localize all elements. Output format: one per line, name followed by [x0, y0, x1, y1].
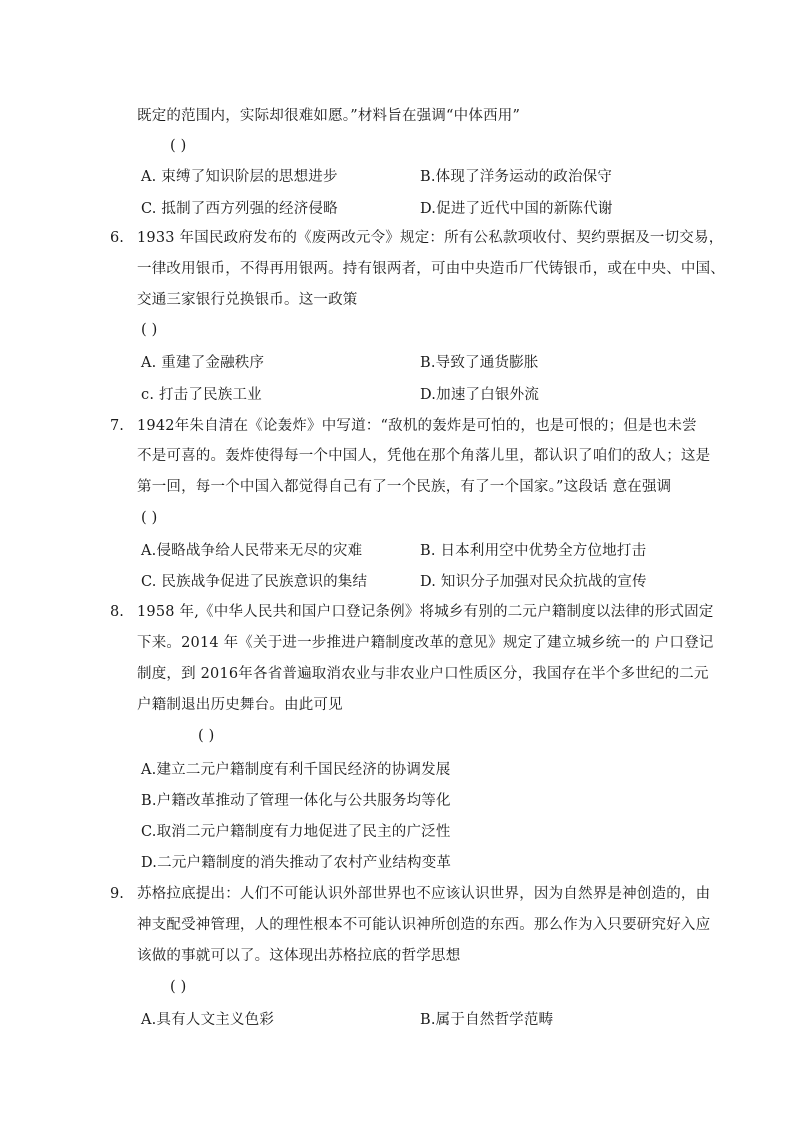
q8-option-d: D.二元户籍制度的消失推动了农村产业结构变革: [141, 855, 452, 871]
q5-option-a: A. 束缚了知识阶层的思想进步: [141, 169, 338, 185]
q6-option-c: c. 打击了民族工业: [141, 387, 262, 403]
q8-option-b: B.户籍改革推动了管理一体化与公共服务均等化: [141, 793, 451, 809]
q6-stem-line-1: 1933 年国民政府发布的《废两改元令》规定：所有公私款项收付、契约票据及一切交易，: [137, 230, 724, 246]
q9-stem-line-3: 该做的事就可以了。这体现出苏格拉底的哲学思想: [137, 948, 461, 964]
q6-stem-line-3: 交通三家银行兑换银币。这一政策: [137, 292, 358, 308]
q5-option-d: D.促进了近代中国的新陈代谢: [420, 201, 613, 217]
q5-answer-blank: ( ): [170, 138, 187, 154]
q7-stem-line-1: 1942年朱自清在《论轰炸》中写道：“敌机的轰炸是可怕的，也是可恨的；但是也未尝: [137, 418, 697, 434]
q9-stem-line-2: 神支配受神管理，人的理性根本不可能认识神所创造的东西。那么作为入只要研究好入应: [137, 917, 711, 933]
q7-option-a: A.侵略战争给人民带来无尽的灾难: [141, 543, 363, 559]
q7-stem-line-2: 不是可喜的。轰炸使得每一个中国人，凭他在那个角落儿里，都认识了咱们的敌人；这是: [137, 448, 711, 464]
q8-answer-blank: ( ): [198, 728, 215, 744]
q6-stem-line-2: 一律改用银币，不得再用银两。持有银两者，可由中央造币厂代铸银币，或在中央、中国、: [137, 261, 725, 277]
q5-option-c: C. 抵制了西方列强的经济侵略: [141, 201, 338, 217]
q7-stem-line-3: 第一回，每一个中国入都觉得自己有了一个民族，有了一个国家。”这段话 意在强调: [137, 479, 672, 495]
q8-stem-line-1: 1958 年,《中华人民共和国户口登记条例》将城乡有别的二元户籍制度以法律的形式固定: [137, 604, 714, 620]
q5-option-b: B.体现了洋务运动的政治保守: [420, 169, 613, 185]
q6-option-a: A. 重建了金融秩序: [141, 355, 265, 371]
q7-answer-blank: ( ): [141, 510, 158, 526]
q8-option-a: A.建立二元户籍制度有利千国民经济的协调发展: [141, 762, 451, 778]
q8-number: 8.: [110, 604, 124, 620]
q8-stem-line-4: 户籍制退出历史舞台。由此可见: [137, 697, 343, 713]
q9-number: 9.: [110, 886, 124, 902]
q6-answer-blank: ( ): [141, 322, 158, 338]
q6-number: 6.: [110, 230, 124, 246]
q5-stem-tail: 既定的范围内，实际却很难如愿。”材料旨在强调“中体西用”: [137, 108, 521, 124]
q7-option-b: B. 日本利用空中优势全方位地打击: [420, 543, 647, 559]
q9-stem-line-1: 苏格拉底提出：人们不可能认识外部世界也不应该认识世界，因为自然界是神创造的，由: [137, 886, 711, 902]
q8-option-c: C.取消二元户籍制度有力地促进了民主的广泛性: [141, 824, 451, 840]
q8-stem-line-2: 下来。2014 年《关于进一步推进户籍制度改革的意见》规定了建立城乡统一的 户口登记: [137, 635, 714, 651]
q6-option-b: B.导致了通货膨胀: [420, 355, 539, 371]
q9-option-b: B.属于自然哲学范畴: [420, 1012, 554, 1028]
q7-option-d: D. 知识分子加强对民众抗战的宣传: [420, 574, 647, 590]
q7-number: 7.: [110, 418, 124, 434]
q9-answer-blank: ( ): [170, 979, 187, 995]
q9-option-a: A.具有人文主义色彩: [141, 1012, 275, 1028]
q6-option-d: D.加速了白银外流: [420, 387, 540, 403]
q7-option-c: C. 民族战争促进了民族意识的集结: [141, 574, 368, 590]
q8-stem-line-3: 制度，到 2016年各省普遍取消农业与非农业户口性质区分，我国存在半个多世纪的二元: [137, 666, 709, 682]
